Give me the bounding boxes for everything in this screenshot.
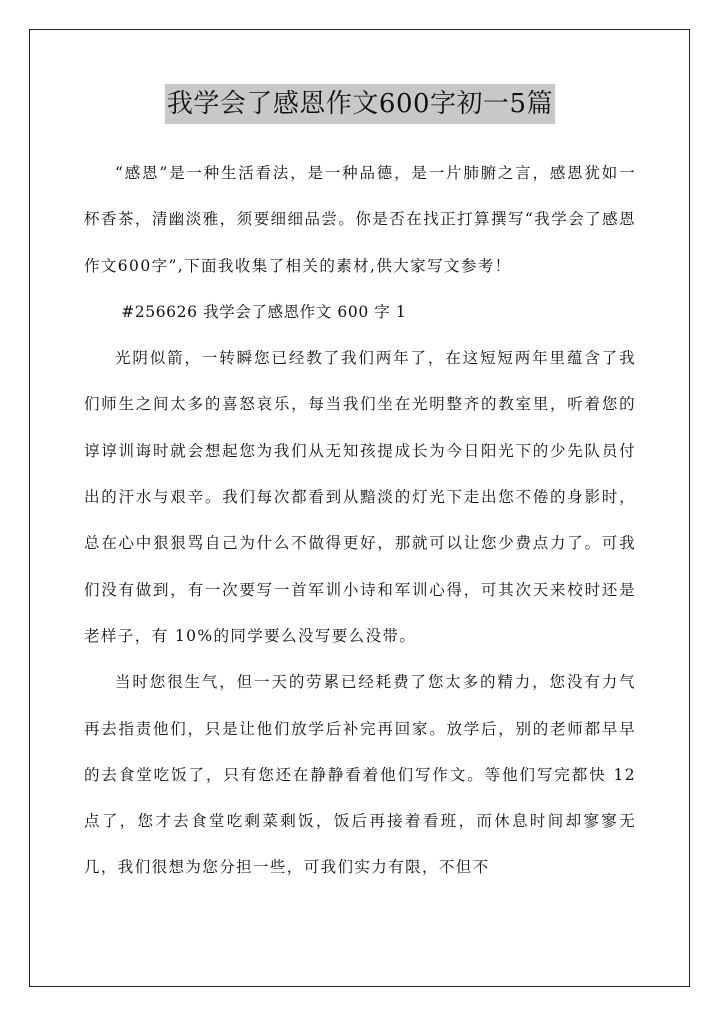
intro-paragraph: “感恩”是一种生活看法，是一种品德，是一片肺腑之言，感恩犹如一杯香茶，清幽淡雅，须要细细品尝。你是否在找正打算撰写“我学会了感恩作文600字”,下面我收集了相关的素材,供大家写文参考！: [84, 164, 636, 275]
body-paragraph: 光阴似箭，一转瞬您已经教了我们两年了，在这短短两年里蕴含了我们师生之间太多的喜怒哀乐，每当我们坐在光明整齐的教室里，听着您的谆谆训诲时就会想起您为我们从无知孩提成长为今日阳光下的少先队员付出的汗水与艰辛。我们每次都看到从黯淡的灯光下走出您不倦的身影时，总在心中狠狠骂自己为什么不做得更好，那就可以让您少费点力了。可我们没有做到，有一次要写一首军训小诗和军训心得，可其次天来校时还是老样子，有 10%的同学要么没写要么没带。: [84, 349, 636, 645]
body-paragraph: 当时您很生气，但一天的劳累已经耗费了您太多的精力，您没有力气再去指责他们，只是让他们放学后补完再回家。放学后，别的老师都早早的去食堂吃饭了，只有您还在静静看着他们写作文。等他们写完都快 12 点了，您才去食堂吃剩菜剩饭，饭后再接着看班，而休息时间却寥寥无几，我们很想为您分担一些，可我们实力有限，不但不: [84, 673, 636, 877]
document-title: 我学会了感恩作文600字初一5篇: [165, 84, 555, 124]
title-container: [0, 84, 720, 124]
document-body: [84, 150, 636, 891]
essay-heading: #256626 我学会了感恩作文 600 字 1: [121, 302, 407, 321]
